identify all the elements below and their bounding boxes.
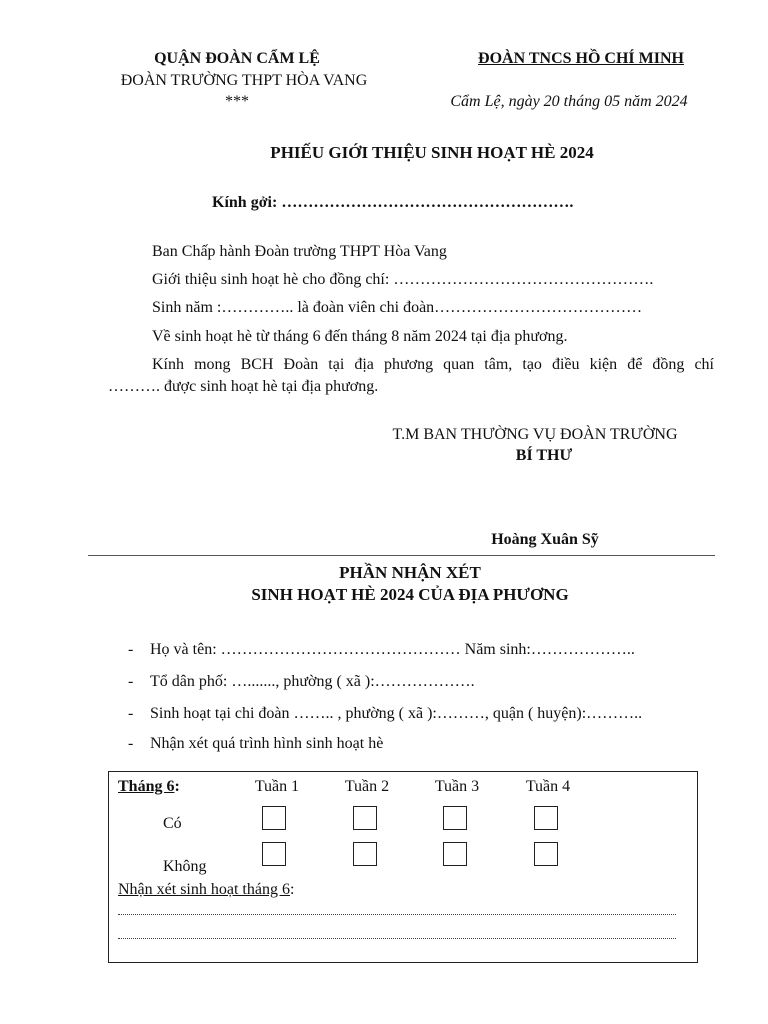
body-line-introduce: Giới thiệu sinh hoạt hè cho đồng chí: …………………………………………. xyxy=(152,271,654,288)
signature-name: Hoàng Xuân Sỹ xyxy=(491,531,599,548)
row-label-yes: Có xyxy=(163,815,182,832)
header-union: ĐOÀN TNCS HỒ CHÍ MINH xyxy=(478,50,684,67)
comment-label-text: Nhận xét sinh hoạt tháng 6 xyxy=(118,881,290,898)
checkbox-yes-week-2[interactable] xyxy=(353,806,377,830)
month-label-colon: : xyxy=(174,778,180,795)
bullet-text: Họ và tên: ……………………………………… Năm sinh:……………….. xyxy=(150,641,635,658)
checkbox-yes-week-1[interactable] xyxy=(262,806,286,830)
bullet-text: Nhận xét quá trình hình sinh hoạt hè xyxy=(150,735,384,752)
header-school: ĐOÀN TRƯỜNG THPT HÒA VANG xyxy=(120,72,368,89)
checkbox-no-week-4[interactable] xyxy=(534,842,558,866)
body-line-period: Về sinh hoạt hè từ tháng 6 đến tháng 8 năm 2024 tại địa phương. xyxy=(152,328,568,345)
week-header-3: Tuần 3 xyxy=(434,778,480,795)
bullet-item-name xyxy=(128,641,635,659)
section2-subtitle: SINH HOẠT HÈ 2024 CỦA ĐỊA PHƯƠNG xyxy=(251,585,569,604)
section2-title: PHẦN NHẬN XÉT xyxy=(339,563,481,582)
body-line-request: Kính mong BCH Đoàn tại địa phương quan tâm, tạo điều kiện để đồng chí xyxy=(152,356,714,373)
bullet-item-branch xyxy=(128,705,642,723)
bullet-text: Tổ dân phố: …......., phường ( xã ):………………. xyxy=(150,673,475,690)
checkbox-no-week-2[interactable] xyxy=(353,842,377,866)
section-divider xyxy=(88,555,715,556)
week-header-4: Tuần 4 xyxy=(525,778,571,795)
checkbox-yes-week-4[interactable] xyxy=(534,806,558,830)
comment-line-2[interactable] xyxy=(118,938,676,939)
bullet-item-comment xyxy=(128,735,383,753)
comment-label-colon: : xyxy=(289,881,295,898)
body-line-request-cont: ………. được sinh hoạt hè tại địa phương. xyxy=(108,378,379,395)
header-district: QUẬN ĐOÀN CẨM LỆ xyxy=(154,50,320,67)
bullet-text: Sinh hoạt tại chi đoàn …….. , phường ( xã ):………, quận ( huyện):……….. xyxy=(150,705,643,722)
body-line-committee: Ban Chấp hành Đoàn trường THPT Hòa Vang xyxy=(152,243,447,260)
checkbox-yes-week-3[interactable] xyxy=(443,806,467,830)
signature-org: T.M BAN THƯỜNG VỤ ĐOÀN TRƯỜNG xyxy=(392,426,678,443)
month-label-text: Tháng 6 xyxy=(118,778,175,795)
month-label xyxy=(118,778,180,796)
greeting-line: Kính gởi: ………………………………………………. xyxy=(212,194,574,211)
bullet-dash: - xyxy=(128,705,134,722)
comment-label xyxy=(118,881,294,899)
page-title: PHIẾU GIỚI THIỆU SINH HOẠT HÈ 2024 xyxy=(270,143,594,162)
header-stars: *** xyxy=(225,93,249,110)
week-header-1: Tuần 1 xyxy=(254,778,300,795)
checkbox-no-week-1[interactable] xyxy=(262,842,286,866)
bullet-dash: - xyxy=(128,641,134,658)
bullet-dash: - xyxy=(128,735,134,752)
body-line-birth-year: Sinh năm :………….. là đoàn viên chi đoàn………………………………… xyxy=(152,299,643,316)
signature-role: BÍ THƯ xyxy=(515,447,573,464)
bullet-item-neighborhood xyxy=(128,673,475,691)
row-label-no: Không xyxy=(163,858,207,875)
week-header-2: Tuần 2 xyxy=(344,778,390,795)
checkbox-no-week-3[interactable] xyxy=(443,842,467,866)
header-date: Cẩm Lệ, ngày 20 tháng 05 năm 2024 xyxy=(450,93,688,110)
comment-line-1[interactable] xyxy=(118,914,676,915)
bullet-dash: - xyxy=(128,673,134,690)
